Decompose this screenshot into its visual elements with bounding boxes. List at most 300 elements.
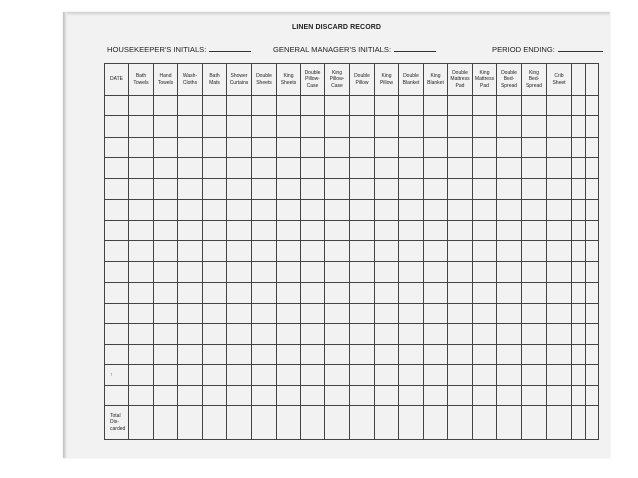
- scan-shadow-left: [63, 12, 67, 458]
- entry-cell: [154, 241, 178, 262]
- entry-cell: [178, 179, 203, 200]
- entry-cell: [572, 116, 586, 138]
- entry-cell: [301, 345, 325, 365]
- total-cell: [497, 406, 522, 440]
- entry-cell: [522, 138, 547, 158]
- entry-cell: [301, 221, 325, 241]
- entry-cell: [522, 262, 547, 283]
- housekeeper-initials-label: HOUSEKEEPER'S INITIALS:: [107, 45, 207, 54]
- entry-cell: [252, 304, 277, 324]
- entry-cell: [522, 304, 547, 324]
- entry-cell: [473, 116, 497, 138]
- entry-cell: [473, 241, 497, 262]
- entry-cell: [424, 283, 448, 304]
- entry-cell: [572, 365, 586, 386]
- column-header: Double Blanket: [399, 64, 424, 96]
- entry-cell: [375, 200, 399, 221]
- entry-cell: [424, 96, 448, 116]
- entry-cell: [252, 365, 277, 386]
- entry-cell: [424, 179, 448, 200]
- total-cell: [277, 406, 301, 440]
- entry-cell: [178, 138, 203, 158]
- entry-cell: [572, 179, 586, 200]
- total-cell: [448, 406, 473, 440]
- entry-cell: [325, 386, 350, 406]
- entry-cell: [424, 116, 448, 138]
- entry-cell: [375, 283, 399, 304]
- entry-cell: [350, 345, 375, 365]
- entry-cell: [277, 324, 301, 345]
- entry-cell: [350, 283, 375, 304]
- entry-cell: [547, 158, 572, 179]
- entry-cell: [325, 324, 350, 345]
- table-row: [105, 345, 599, 365]
- entry-cell: [375, 262, 399, 283]
- entry-cell: [154, 179, 178, 200]
- entry-cell: [473, 324, 497, 345]
- entry-cell: [572, 262, 586, 283]
- entry-cell: [203, 324, 227, 345]
- entry-cell: [129, 138, 154, 158]
- entry-cell: [547, 262, 572, 283]
- column-header: Double Pillow: [350, 64, 375, 96]
- entry-cell: [448, 138, 473, 158]
- entry-cell: [325, 345, 350, 365]
- entry-cell: [399, 365, 424, 386]
- entry-cell: [473, 200, 497, 221]
- entry-cell: [399, 179, 424, 200]
- entry-cell: [522, 324, 547, 345]
- entry-cell: [129, 365, 154, 386]
- entry-cell: [277, 96, 301, 116]
- entry-cell: [572, 138, 586, 158]
- form-title: LINEN DISCARD RECORD: [291, 24, 382, 31]
- column-header: [586, 64, 599, 96]
- entry-cell: [572, 200, 586, 221]
- entry-cell: [448, 241, 473, 262]
- entry-cell: [301, 158, 325, 179]
- entry-cell: [375, 138, 399, 158]
- table-row: [105, 283, 599, 304]
- entry-cell: [572, 158, 586, 179]
- table-row: [105, 200, 599, 221]
- entry-cell: [448, 324, 473, 345]
- entry-cell: [424, 304, 448, 324]
- entry-cell: [154, 386, 178, 406]
- entry-cell: [547, 345, 572, 365]
- table-row: [105, 241, 599, 262]
- date-cell: [105, 158, 129, 179]
- entry-cell: [547, 116, 572, 138]
- entry-cell: [497, 283, 522, 304]
- entry-cell: [154, 324, 178, 345]
- entry-cell: [301, 324, 325, 345]
- entry-cell: [129, 221, 154, 241]
- entry-cell: [448, 304, 473, 324]
- entry-cell: [325, 241, 350, 262]
- stray-mark: ↑: [105, 365, 129, 386]
- total-cell: [252, 406, 277, 440]
- entry-cell: [522, 221, 547, 241]
- date-cell: [105, 262, 129, 283]
- entry-cell: [203, 283, 227, 304]
- entry-cell: [227, 324, 252, 345]
- entry-cell: [301, 138, 325, 158]
- entry-cell: [227, 241, 252, 262]
- entry-cell: [522, 386, 547, 406]
- entry-cell: [399, 116, 424, 138]
- entry-cell: [375, 304, 399, 324]
- entry-cell: [586, 138, 599, 158]
- entry-cell: [178, 262, 203, 283]
- date-cell: [105, 116, 129, 138]
- entry-cell: [178, 96, 203, 116]
- entry-cell: [424, 138, 448, 158]
- entry-cell: [325, 96, 350, 116]
- entry-cell: [301, 386, 325, 406]
- entry-cell: [473, 262, 497, 283]
- column-header: Double Bed- Spread: [497, 64, 522, 96]
- entry-cell: [399, 158, 424, 179]
- entry-cell: [448, 386, 473, 406]
- table-row: [105, 138, 599, 158]
- entry-cell: [375, 96, 399, 116]
- entry-cell: [375, 158, 399, 179]
- column-header: Wash- Cloths: [178, 64, 203, 96]
- entry-cell: [277, 221, 301, 241]
- entry-cell: [154, 345, 178, 365]
- manager-initials-blank: [394, 45, 436, 52]
- entry-cell: [586, 96, 599, 116]
- total-cell: [325, 406, 350, 440]
- entry-cell: [448, 262, 473, 283]
- entry-cell: [547, 200, 572, 221]
- column-header: King Blanket: [424, 64, 448, 96]
- total-cell: [301, 406, 325, 440]
- entry-cell: [497, 345, 522, 365]
- entry-cell: [325, 158, 350, 179]
- table-row: [105, 262, 599, 283]
- entry-cell: [424, 221, 448, 241]
- entry-cell: [252, 221, 277, 241]
- entry-cell: [399, 96, 424, 116]
- date-cell: [105, 96, 129, 116]
- entry-cell: [586, 283, 599, 304]
- date-cell: [105, 283, 129, 304]
- entry-cell: [325, 116, 350, 138]
- entry-cell: [375, 221, 399, 241]
- entry-cell: [227, 304, 252, 324]
- entry-cell: [572, 324, 586, 345]
- entry-cell: [301, 283, 325, 304]
- entry-cell: [572, 241, 586, 262]
- entry-cell: [375, 365, 399, 386]
- entry-cell: [497, 262, 522, 283]
- entry-cell: [129, 96, 154, 116]
- entry-cell: [227, 283, 252, 304]
- entry-cell: [547, 386, 572, 406]
- date-cell: [105, 386, 129, 406]
- entry-cell: [129, 241, 154, 262]
- entry-cell: [448, 283, 473, 304]
- entry-cell: [424, 345, 448, 365]
- entry-cell: [350, 324, 375, 345]
- entry-cell: [227, 345, 252, 365]
- column-header-date: DATE: [105, 64, 129, 96]
- entry-cell: [252, 158, 277, 179]
- entry-cell: [178, 116, 203, 138]
- entry-cell: [203, 96, 227, 116]
- entry-cell: [547, 283, 572, 304]
- total-cell: [203, 406, 227, 440]
- entry-cell: [399, 304, 424, 324]
- entry-cell: [424, 200, 448, 221]
- entry-cell: [227, 386, 252, 406]
- table-row: [105, 179, 599, 200]
- entry-cell: [586, 241, 599, 262]
- entry-cell: [448, 345, 473, 365]
- entry-cell: [586, 386, 599, 406]
- entry-cell: [154, 158, 178, 179]
- entry-cell: [473, 365, 497, 386]
- entry-cell: [547, 365, 572, 386]
- entry-cell: [178, 324, 203, 345]
- entry-cell: [203, 365, 227, 386]
- column-header: Double Pillow- Case: [301, 64, 325, 96]
- entry-cell: [497, 304, 522, 324]
- entry-cell: [497, 324, 522, 345]
- entry-cell: [473, 283, 497, 304]
- entry-cell: [586, 262, 599, 283]
- entry-cell: [129, 345, 154, 365]
- entry-cell: [399, 262, 424, 283]
- entry-cell: [448, 116, 473, 138]
- entry-cell: [203, 345, 227, 365]
- column-header: Shower Curtains: [227, 64, 252, 96]
- entry-cell: [497, 386, 522, 406]
- entry-cell: [497, 179, 522, 200]
- entry-cell: [350, 221, 375, 241]
- entry-cell: [178, 283, 203, 304]
- total-cell: [375, 406, 399, 440]
- entry-cell: [350, 158, 375, 179]
- entry-cell: [547, 324, 572, 345]
- entry-cell: [448, 179, 473, 200]
- total-cell: [399, 406, 424, 440]
- entry-cell: [399, 138, 424, 158]
- entry-cell: [129, 304, 154, 324]
- entry-cell: [572, 221, 586, 241]
- entry-cell: [375, 116, 399, 138]
- entry-cell: [547, 179, 572, 200]
- entry-cell: [325, 200, 350, 221]
- table-row: [105, 365, 599, 386]
- table-row: [105, 158, 599, 179]
- entry-cell: [522, 200, 547, 221]
- entry-cell: [325, 283, 350, 304]
- entry-cell: [448, 200, 473, 221]
- entry-cell: [424, 262, 448, 283]
- column-header: Hand Towels: [154, 64, 178, 96]
- entry-cell: [522, 365, 547, 386]
- entry-cell: [203, 200, 227, 221]
- table-row: [105, 221, 599, 241]
- entry-cell: [522, 241, 547, 262]
- entry-cell: [154, 138, 178, 158]
- entry-cell: [399, 241, 424, 262]
- entry-cell: [375, 179, 399, 200]
- entry-cell: [350, 262, 375, 283]
- entry-cell: [252, 138, 277, 158]
- entry-cell: [277, 116, 301, 138]
- entry-cell: [227, 221, 252, 241]
- entry-cell: [325, 179, 350, 200]
- entry-cell: [586, 365, 599, 386]
- column-header: King Pillow: [375, 64, 399, 96]
- entry-cell: [572, 345, 586, 365]
- entry-cell: [129, 283, 154, 304]
- period-ending-blank: [558, 45, 603, 52]
- entry-cell: [350, 386, 375, 406]
- column-header: Bath Mats: [203, 64, 227, 96]
- table-row: [105, 96, 599, 116]
- entry-cell: [448, 96, 473, 116]
- entry-cell: [399, 221, 424, 241]
- entry-cell: [227, 365, 252, 386]
- entry-cell: [497, 221, 522, 241]
- entry-cell: [350, 96, 375, 116]
- entry-cell: [424, 158, 448, 179]
- table-row: [105, 386, 599, 406]
- entry-cell: [178, 158, 203, 179]
- entry-cell: [301, 241, 325, 262]
- entry-cell: [473, 345, 497, 365]
- entry-cell: [399, 283, 424, 304]
- entry-cell: [522, 116, 547, 138]
- entry-cell: [473, 304, 497, 324]
- date-cell: [105, 200, 129, 221]
- entry-cell: [178, 365, 203, 386]
- entry-cell: [586, 304, 599, 324]
- entry-cell: [497, 365, 522, 386]
- entry-cell: [586, 345, 599, 365]
- entry-cell: [154, 283, 178, 304]
- entry-cell: [203, 262, 227, 283]
- entry-cell: [547, 138, 572, 158]
- total-discarded-label: Total Dis- carded: [105, 406, 129, 440]
- total-cell: [227, 406, 252, 440]
- entry-cell: [522, 158, 547, 179]
- entry-cell: [522, 179, 547, 200]
- entry-cell: [154, 116, 178, 138]
- entry-cell: [572, 283, 586, 304]
- entry-cell: [252, 200, 277, 221]
- entry-cell: [350, 179, 375, 200]
- entry-cell: [129, 324, 154, 345]
- entry-cell: [277, 241, 301, 262]
- entry-cell: [252, 324, 277, 345]
- date-cell: [105, 138, 129, 158]
- entry-cell: [178, 200, 203, 221]
- entry-cell: [154, 262, 178, 283]
- column-header: Crib Sheet: [547, 64, 572, 96]
- entry-cell: [497, 158, 522, 179]
- entry-cell: [203, 116, 227, 138]
- entry-cell: [252, 179, 277, 200]
- entry-cell: [154, 96, 178, 116]
- entry-cell: [586, 221, 599, 241]
- entry-cell: [129, 158, 154, 179]
- entry-cell: [129, 200, 154, 221]
- entry-cell: [522, 345, 547, 365]
- entry-cell: [572, 304, 586, 324]
- entry-cell: [572, 96, 586, 116]
- entry-cell: [178, 304, 203, 324]
- entry-cell: [277, 179, 301, 200]
- entry-cell: [547, 96, 572, 116]
- entry-cell: [277, 365, 301, 386]
- entry-cell: [301, 96, 325, 116]
- total-cell: [473, 406, 497, 440]
- entry-cell: [473, 179, 497, 200]
- entry-cell: [178, 345, 203, 365]
- entry-cell: [227, 138, 252, 158]
- entry-cell: [473, 221, 497, 241]
- entry-cell: [227, 96, 252, 116]
- entry-cell: [227, 158, 252, 179]
- column-header: Double Sheets: [252, 64, 277, 96]
- housekeeper-initials: [107, 45, 251, 54]
- column-header: [572, 64, 586, 96]
- total-cell: [178, 406, 203, 440]
- column-header: King Mattress Pad: [473, 64, 497, 96]
- housekeeper-initials-blank: [209, 45, 251, 52]
- total-cell: [350, 406, 375, 440]
- entry-cell: [277, 158, 301, 179]
- entry-cell: [277, 345, 301, 365]
- entry-cell: [203, 241, 227, 262]
- entry-cell: [497, 200, 522, 221]
- entry-cell: [178, 221, 203, 241]
- entry-cell: [586, 200, 599, 221]
- entry-cell: [277, 304, 301, 324]
- entry-cell: [178, 241, 203, 262]
- table-header-row: [105, 64, 599, 96]
- total-cell: [522, 406, 547, 440]
- total-discarded-row: [105, 406, 599, 440]
- entry-cell: [473, 138, 497, 158]
- entry-cell: [586, 158, 599, 179]
- entry-cell: [448, 221, 473, 241]
- manager-initials-label: GENERAL MANAGER'S INITIALS:: [273, 45, 392, 54]
- entry-cell: [572, 386, 586, 406]
- entry-cell: [350, 304, 375, 324]
- entry-cell: [350, 365, 375, 386]
- total-cell: [586, 406, 599, 440]
- entry-cell: [203, 158, 227, 179]
- table-row: [105, 116, 599, 138]
- date-cell: [105, 221, 129, 241]
- column-header: Double Mattress Pad: [448, 64, 473, 96]
- entry-cell: [154, 221, 178, 241]
- entry-cell: [325, 304, 350, 324]
- entry-cell: [154, 200, 178, 221]
- entry-cell: [277, 386, 301, 406]
- entry-cell: [399, 386, 424, 406]
- column-header: King Bed- Spread: [522, 64, 547, 96]
- entry-cell: [129, 262, 154, 283]
- scan-shadow-top: [63, 12, 610, 16]
